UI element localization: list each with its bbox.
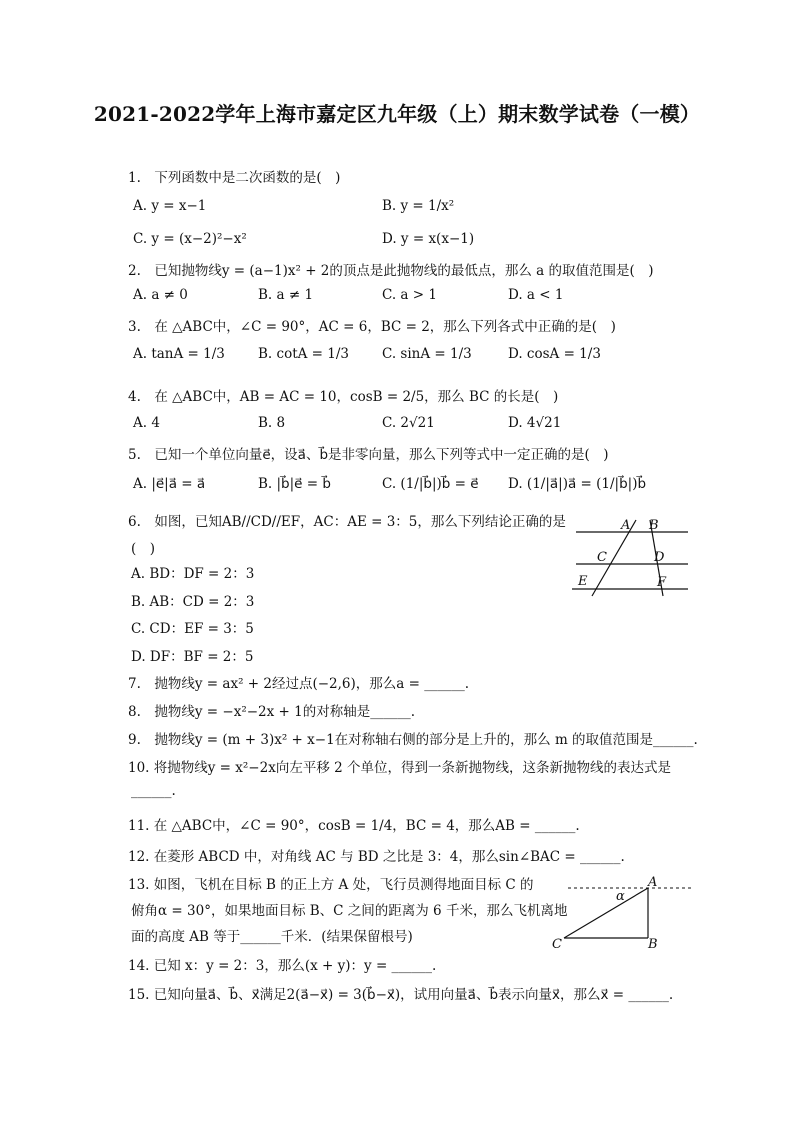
page-title: 2021-2022学年上海市嘉定区九年级（上）期末数学试卷（一模） bbox=[93, 102, 701, 126]
q3-option-d: D. cosA = 1/3 bbox=[508, 346, 601, 362]
figure-plane-angle bbox=[548, 872, 696, 952]
q6-option-d: D. DF：BF = 2：5 bbox=[131, 649, 254, 665]
question-13-line2: 俯角α = 30°，如果地面目标 B、C 之间的距离为 6 千米，那么飞机离地 bbox=[131, 903, 568, 919]
label-c: C bbox=[552, 937, 562, 952]
label-a: A bbox=[648, 875, 658, 890]
label-e: E bbox=[578, 574, 588, 589]
question-11: 11. 在 △ABC中，∠C = 90°，cosB = 1/4，BC = 4，那么AB = ______. bbox=[128, 818, 580, 834]
label-f: F bbox=[657, 575, 667, 590]
question-12: 12. 在菱形 ABCD 中，对角线 AC 与 BD 之比是 3：4，那么sin∠BAC = ______. bbox=[128, 849, 625, 865]
question-8: 8. 抛物线y = −x²−2x + 1的对称轴是______. bbox=[128, 704, 416, 720]
question-14: 14. 已知 x：y = 2：3，那么(x + y)：y = ______. bbox=[128, 958, 437, 974]
q4-option-a: A. 4 bbox=[133, 415, 160, 431]
q5-option-b: B. |b⃗|e⃗ = b⃗ bbox=[258, 476, 331, 492]
q3-option-a: A. tanA = 1/3 bbox=[133, 346, 225, 362]
q3-option-b: B. cotA = 1/3 bbox=[258, 346, 349, 362]
q2-option-c: C. a > 1 bbox=[382, 287, 437, 303]
label-a: A bbox=[621, 518, 631, 533]
label-c: C bbox=[597, 550, 607, 565]
figure-parallel-lines bbox=[568, 512, 692, 598]
q1-option-a: A. y = x−1 bbox=[133, 198, 207, 214]
question-3: 3. 在 △ABC中，∠C = 90°，AC = 6，BC = 2，那么下列各式中正确的是( ) bbox=[128, 319, 616, 335]
question-5: 5. 已知一个单位向量e⃗，设a⃗、b⃗是非零向量，那么下列等式中一定正确的是( ) bbox=[128, 447, 609, 463]
label-b: B bbox=[649, 518, 659, 533]
q2-option-a: A. a ≠ 0 bbox=[133, 287, 188, 303]
question-4: 4. 在 △ABC中，AB = AC = 10，cosB = 2/5，那么 BC 的长是( ) bbox=[128, 389, 559, 405]
q4-option-c: C. 2√21 bbox=[382, 415, 435, 431]
q4-option-d: D. 4√21 bbox=[508, 415, 562, 431]
question-13-line3: 面的高度 AB 等于______千米．(结果保留根号) bbox=[131, 929, 413, 945]
q1-option-d: D. y = x(x−1) bbox=[382, 231, 475, 247]
q3-option-c: C. sinA = 1/3 bbox=[382, 346, 472, 362]
label-d: D bbox=[654, 550, 665, 565]
question-7: 7. 抛物线y = ax² + 2经过点(−2,6)，那么a = ______. bbox=[128, 676, 470, 692]
segment-ca bbox=[564, 888, 648, 938]
q5-option-c: C. (1/|b⃗|)b⃗ = e⃗ bbox=[382, 476, 479, 492]
question-13: 13. 如图，飞机在目标 B 的正上方 A 处，飞行员测得地面目标 C 的 bbox=[128, 877, 534, 893]
q5-option-a: A. |e⃗|a⃗ = a⃗ bbox=[133, 476, 206, 492]
q6-option-b: B. AB：CD = 2：3 bbox=[131, 594, 255, 610]
q2-option-d: D. a < 1 bbox=[508, 287, 564, 303]
q5-option-d: D. (1/|a⃗|)a⃗ = (1/|b⃗|)b⃗ bbox=[508, 476, 647, 492]
question-2: 2. 已知抛物线y = (a−1)x² + 2的顶点是此抛物线的最低点，那么 a 的取值范围是( ) bbox=[128, 263, 654, 279]
question-1: 1. 下列函数中是二次函数的是( ) bbox=[128, 170, 341, 186]
q6-option-a: A. BD：DF = 2：3 bbox=[131, 566, 255, 582]
question-10-blank: ______. bbox=[131, 783, 176, 799]
question-6: 6. 如图，已知AB//CD//EF，AC：AE = 3：5，那么下列结论正确的是 bbox=[128, 514, 566, 530]
label-alpha: α bbox=[616, 889, 625, 904]
q1-option-c: C. y = (x−2)²−x² bbox=[133, 231, 247, 247]
label-b: B bbox=[648, 937, 658, 952]
q4-option-b: B. 8 bbox=[258, 415, 286, 431]
question-6-paren: ( ) bbox=[131, 541, 156, 557]
q2-option-b: B. a ≠ 1 bbox=[258, 287, 314, 303]
question-9: 9. 抛物线y = (m + 3)x² + x−1在对称轴右侧的部分是上升的，那么 m 的取值范围是______. bbox=[128, 732, 698, 748]
question-15: 15. 已知向量a⃗、b⃗、x⃗满足2(a⃗−x⃗) = 3(b⃗−x⃗)，试用向量a⃗、b⃗表示向量x⃗，那么x⃗ = ______. bbox=[128, 987, 674, 1003]
q6-option-c: C. CD：EF = 3：5 bbox=[131, 621, 254, 637]
question-10: 10. 将抛物线y = x²−2x向左平移 2 个单位，得到一条新抛物线，这条新抛物线的表达式是 bbox=[128, 760, 671, 776]
q1-option-b: B. y = 1/x² bbox=[382, 198, 455, 214]
